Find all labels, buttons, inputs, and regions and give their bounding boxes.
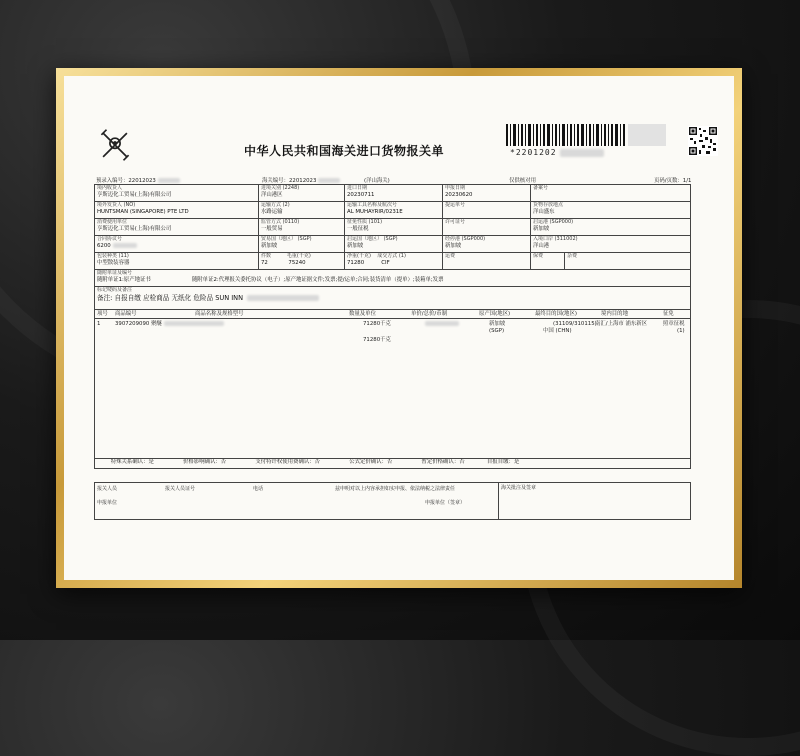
- qr-code: [688, 126, 718, 156]
- declarant-label: 报关人员: [97, 486, 118, 492]
- entry-port-cell: 进境关别 (2248) 洋山港区: [259, 185, 345, 202]
- contract-cell: 合同协议号 6200: [95, 236, 259, 253]
- goods-header-name: 商品名称及规格型号: [195, 311, 244, 317]
- goods-header-levy: 征免: [663, 311, 674, 317]
- goods-header-divider: [95, 318, 691, 319]
- document-title: 中华人民共和国海关进口货物报关单: [244, 144, 445, 158]
- goods-dest: 中国 (CHN): [543, 328, 572, 334]
- goods-header-qty: 数量及单位: [349, 311, 376, 317]
- filing-cell: 备案号: [531, 185, 691, 202]
- unit-label: 申报单位: [97, 500, 118, 506]
- depart-country-cell: 启运国（地区） (SGP) 新加坡: [345, 236, 443, 253]
- barcode: [506, 124, 666, 146]
- confirmation-row: [95, 459, 691, 469]
- customs-number: 海关编号：22012023: [262, 176, 340, 184]
- goods-header-dest: 最终目的国(地区): [535, 311, 577, 317]
- form-row: [95, 202, 691, 219]
- goods-origin: 新加坡: [489, 321, 506, 327]
- goods-domestic: 南汇/上海市 浦东新区: [595, 321, 648, 327]
- gold-frame: [56, 68, 742, 588]
- freight-cell: 运费: [443, 253, 531, 270]
- redacted-block: [113, 243, 137, 248]
- confirmations-cell: 特殊关系确认：是 价格影响确认：否 支付特许权使用费确认：否 公式定价确认：否 暂定价格确认：否 自报自缴：是: [95, 459, 691, 469]
- preentry-number: 预录入编号：22012023: [96, 176, 180, 184]
- goods-dest-code: (31109/310115): [553, 321, 597, 327]
- package-cell: 包装种类 (11) 中型散装容器: [95, 253, 259, 270]
- customs-remark-cell: [499, 483, 691, 520]
- goods-row: 1: [97, 321, 101, 327]
- consignee-cell: 境内收货人 亨斯迈化工贸易(上海)有限公司: [95, 185, 259, 202]
- paper-mat: [64, 76, 734, 580]
- phone-label: 电话: [253, 486, 264, 492]
- declaration-form-table: [94, 184, 691, 469]
- goods-price-redacted: [425, 321, 459, 328]
- goods-area: [95, 310, 690, 458]
- pieces-gross-cell: 件数 毛重(千克) 72 75240: [259, 253, 345, 270]
- goods-levy-code: (1): [677, 328, 685, 334]
- declarant-cell: [95, 483, 499, 520]
- goods-header-price: 单价/总价/币制: [411, 311, 447, 317]
- goods-header-domestic: 境内目的地: [601, 311, 628, 317]
- form-row: [95, 270, 691, 287]
- storage-cell: 货物存放地点 洋山盛东: [531, 202, 691, 219]
- customs-emblem-icon: [98, 128, 132, 162]
- page-number: 页码/页数：1/1: [654, 178, 692, 184]
- import-date-cell: 进口日期 20230711: [345, 185, 443, 202]
- redacted-block: [425, 321, 459, 326]
- statement-text: 兹申明对以上内容承担如实申报、依法纳税之法律责任: [335, 486, 456, 492]
- form-row: [95, 253, 691, 270]
- trade-country-cell: 贸易国（地区） (SGP) 新加坡: [259, 236, 345, 253]
- redacted-block: [164, 321, 224, 326]
- transport-cell: 运输方式 (2) 水路运输: [259, 202, 345, 219]
- transit-port-cell: 经停港 (SGP000) 新加坡: [443, 236, 531, 253]
- goods-qty-2: 71280千克: [363, 337, 391, 343]
- license-cell: 许可证号: [443, 219, 531, 236]
- form-row: [95, 287, 691, 310]
- origin-port-cell: 启运港 (SGP000) 新加坡: [531, 219, 691, 236]
- entry-place-cell: 入境口岸 (311002) 洋山港: [531, 236, 691, 253]
- redacted-block: [560, 149, 604, 157]
- form-row: [95, 219, 691, 236]
- redacted-block: [318, 178, 340, 183]
- insurance-cell: 保费: [531, 253, 565, 270]
- form-row: [95, 236, 691, 253]
- documents-cell: 随附单证及编号 随附单证1:原产地证书 随附单证2:代理报关委托协议（电子）;原产地证据文件;发票;提/运单;合同;装货清单（提单）;装箱单;发票: [95, 270, 691, 287]
- supervision-cell: 监管方式 (0110) 一般贸易: [259, 219, 345, 236]
- goods-header-no: 项号: [97, 311, 108, 317]
- verify-note: 仅供核对用: [509, 178, 536, 184]
- customs-office: (洋山海关): [364, 178, 390, 184]
- cert-label: 报关人员证号: [165, 486, 196, 492]
- goods-qty-1: 71280千克: [363, 321, 391, 327]
- misc-cell: 杂费: [565, 253, 691, 270]
- goods-header-code: 商品编号: [115, 311, 137, 317]
- seal-label: 申报单位（签章）: [425, 500, 466, 506]
- customs-remark-label: 海关批注及签章: [501, 485, 537, 491]
- goods-header-origin: 原产国(地区): [479, 311, 511, 317]
- signature-table: [94, 482, 691, 520]
- redacted-block: [247, 295, 319, 301]
- form-row: [95, 185, 691, 202]
- consumer-cell: 消费使用单位 亨斯迈化工贸易(上海)有限公司: [95, 219, 259, 236]
- levy-cell: 征免性质 (101) 一般征税: [345, 219, 443, 236]
- goods-section: [95, 310, 691, 459]
- shipper-cell: 境外发货人 (NO) HUNTSMAN (SINGAPORE) PTE LTD: [95, 202, 259, 219]
- redacted-block: [158, 178, 180, 183]
- marks-cell: 标记唛码及备注 备注: 自报自缴 应检商品 无纸化 危险品 SUN INN: [95, 287, 691, 310]
- net-deal-cell: 净重(千克) 成交方式 (1) 71280 CIF: [345, 253, 443, 270]
- bill-cell: 提运单号: [443, 202, 531, 219]
- goods-table-cell: [95, 310, 691, 459]
- customs-declaration-document: [94, 90, 704, 560]
- barcode-number: *2201202: [510, 148, 604, 157]
- goods-levy: 照章征税: [663, 321, 685, 327]
- declare-date-cell: 申报日期 20230620: [443, 185, 531, 202]
- goods-code: 3907209090 聚醚: [115, 321, 224, 328]
- goods-origin-code: (SGP): [489, 328, 505, 334]
- vessel-cell: 运输工具名称及航次号 AL MUHAYRIR/0231E: [345, 202, 443, 219]
